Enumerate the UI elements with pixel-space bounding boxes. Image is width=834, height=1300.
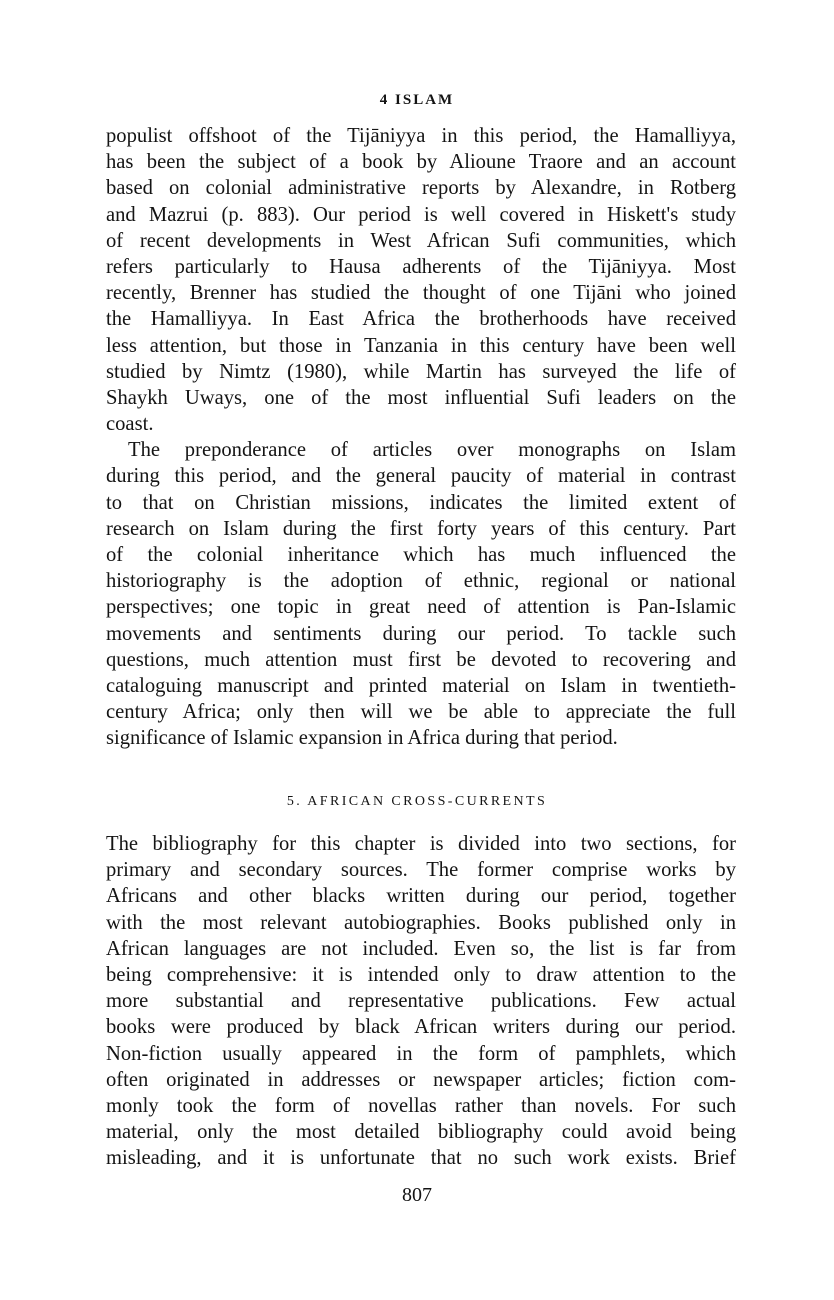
text-line: refers particularly to Hausa adherents of the Tijāniyya. Most xyxy=(106,255,736,278)
text-line: and Mazrui (p. 883). Our period is well covered in Hiskett's study xyxy=(106,203,736,226)
text-line: misleading, and it is unfortunate that no such work exists. Brief xyxy=(106,1147,736,1170)
text-line: of the colonial inheritance which has much influenced the xyxy=(106,544,736,566)
text-block-cross-currents xyxy=(106,831,736,1171)
text-line: often originated in addresses or newspaper articles; fiction com- xyxy=(106,1068,736,1091)
text-line: recently, Brenner has studied the thought of one Tijāni who joined xyxy=(106,282,736,305)
text-line: Africans and other blacks written during our period, together xyxy=(106,885,736,908)
text-line: based on colonial administrative reports by Alexandre, in Rotberg xyxy=(106,177,736,200)
text-line: century Africa; only then will we be able to appreciate the full xyxy=(106,701,736,724)
text-line: perspectives; one topic in great need of attention is Pan-Islamic xyxy=(106,596,736,619)
text-line: The bibliography for this chapter is divided into two sections, for xyxy=(106,833,736,855)
text-line: during this period, and the general paucity of material in contrast xyxy=(106,465,736,488)
text-line: Shaykh Uways, one of the most influential Sufi leaders on the xyxy=(106,386,736,409)
text-line: monly took the form of novellas rather than novels. For such xyxy=(106,1094,736,1117)
text-line: with the most relevant autobiographies. Books published only in xyxy=(106,911,736,934)
text-line: less attention, but those in Tanzania in this century have been well xyxy=(106,334,736,357)
text-line: the Hamalliyya. In East Africa the brotherhoods have received xyxy=(106,308,736,331)
text-line: movements and sentiments during our period. To tackle such xyxy=(106,622,736,645)
text-line: historiography is the adoption of ethnic, regional or national xyxy=(106,570,736,593)
text-line: to that on Christian missions, indicates the limited extent of xyxy=(106,491,736,514)
text-line: cataloguing manuscript and printed material on Islam in twentieth- xyxy=(106,674,736,697)
text-line: studied by Nimtz (1980), while Martin has surveyed the life of xyxy=(106,360,736,383)
text-line: more substantial and representative publications. Few actual xyxy=(106,990,736,1013)
text-line: coast. xyxy=(106,413,154,436)
paragraph-bibliography xyxy=(106,831,736,1171)
running-head: 4 ISLAM xyxy=(379,92,455,108)
text-line: of recent developments in West African Sufi communities, which xyxy=(106,229,736,252)
text-line: primary and secondary sources. The former comprise works by xyxy=(106,859,736,882)
text-line: The preponderance of articles over monographs on Islam xyxy=(128,439,736,462)
text-line: books were produced by black African writers during our period. xyxy=(106,1016,736,1039)
text-line: material, only the most detailed bibliography could avoid being xyxy=(106,1121,736,1144)
text-line: significance of Islamic expansion in Africa during that period. xyxy=(106,727,618,750)
paragraph-preponderance xyxy=(106,437,736,751)
page-number: 807 xyxy=(402,1184,432,1206)
text-line: Non-fiction usually appeared in the form of pamphlets, which xyxy=(106,1042,736,1065)
text-line: questions, much attention must first be devoted to recovering and xyxy=(106,648,736,671)
text-block-islam xyxy=(106,123,736,752)
text-line: being comprehensive: it is intended only to draw attention to the xyxy=(106,963,736,986)
paragraph-hamalliyya xyxy=(106,123,736,437)
text-line: has been the subject of a book by Alioune Traore and an account xyxy=(106,151,736,174)
text-line: research on Islam during the first forty years of this century. Part xyxy=(106,517,736,540)
text-line: populist offshoot of the Tijāniyya in this period, the Hamalliyya, xyxy=(106,125,736,147)
section-heading: 5. AFRICAN CROSS-CURRENTS xyxy=(286,794,548,809)
text-line: African languages are not included. Even so, the list is far from xyxy=(106,937,736,960)
